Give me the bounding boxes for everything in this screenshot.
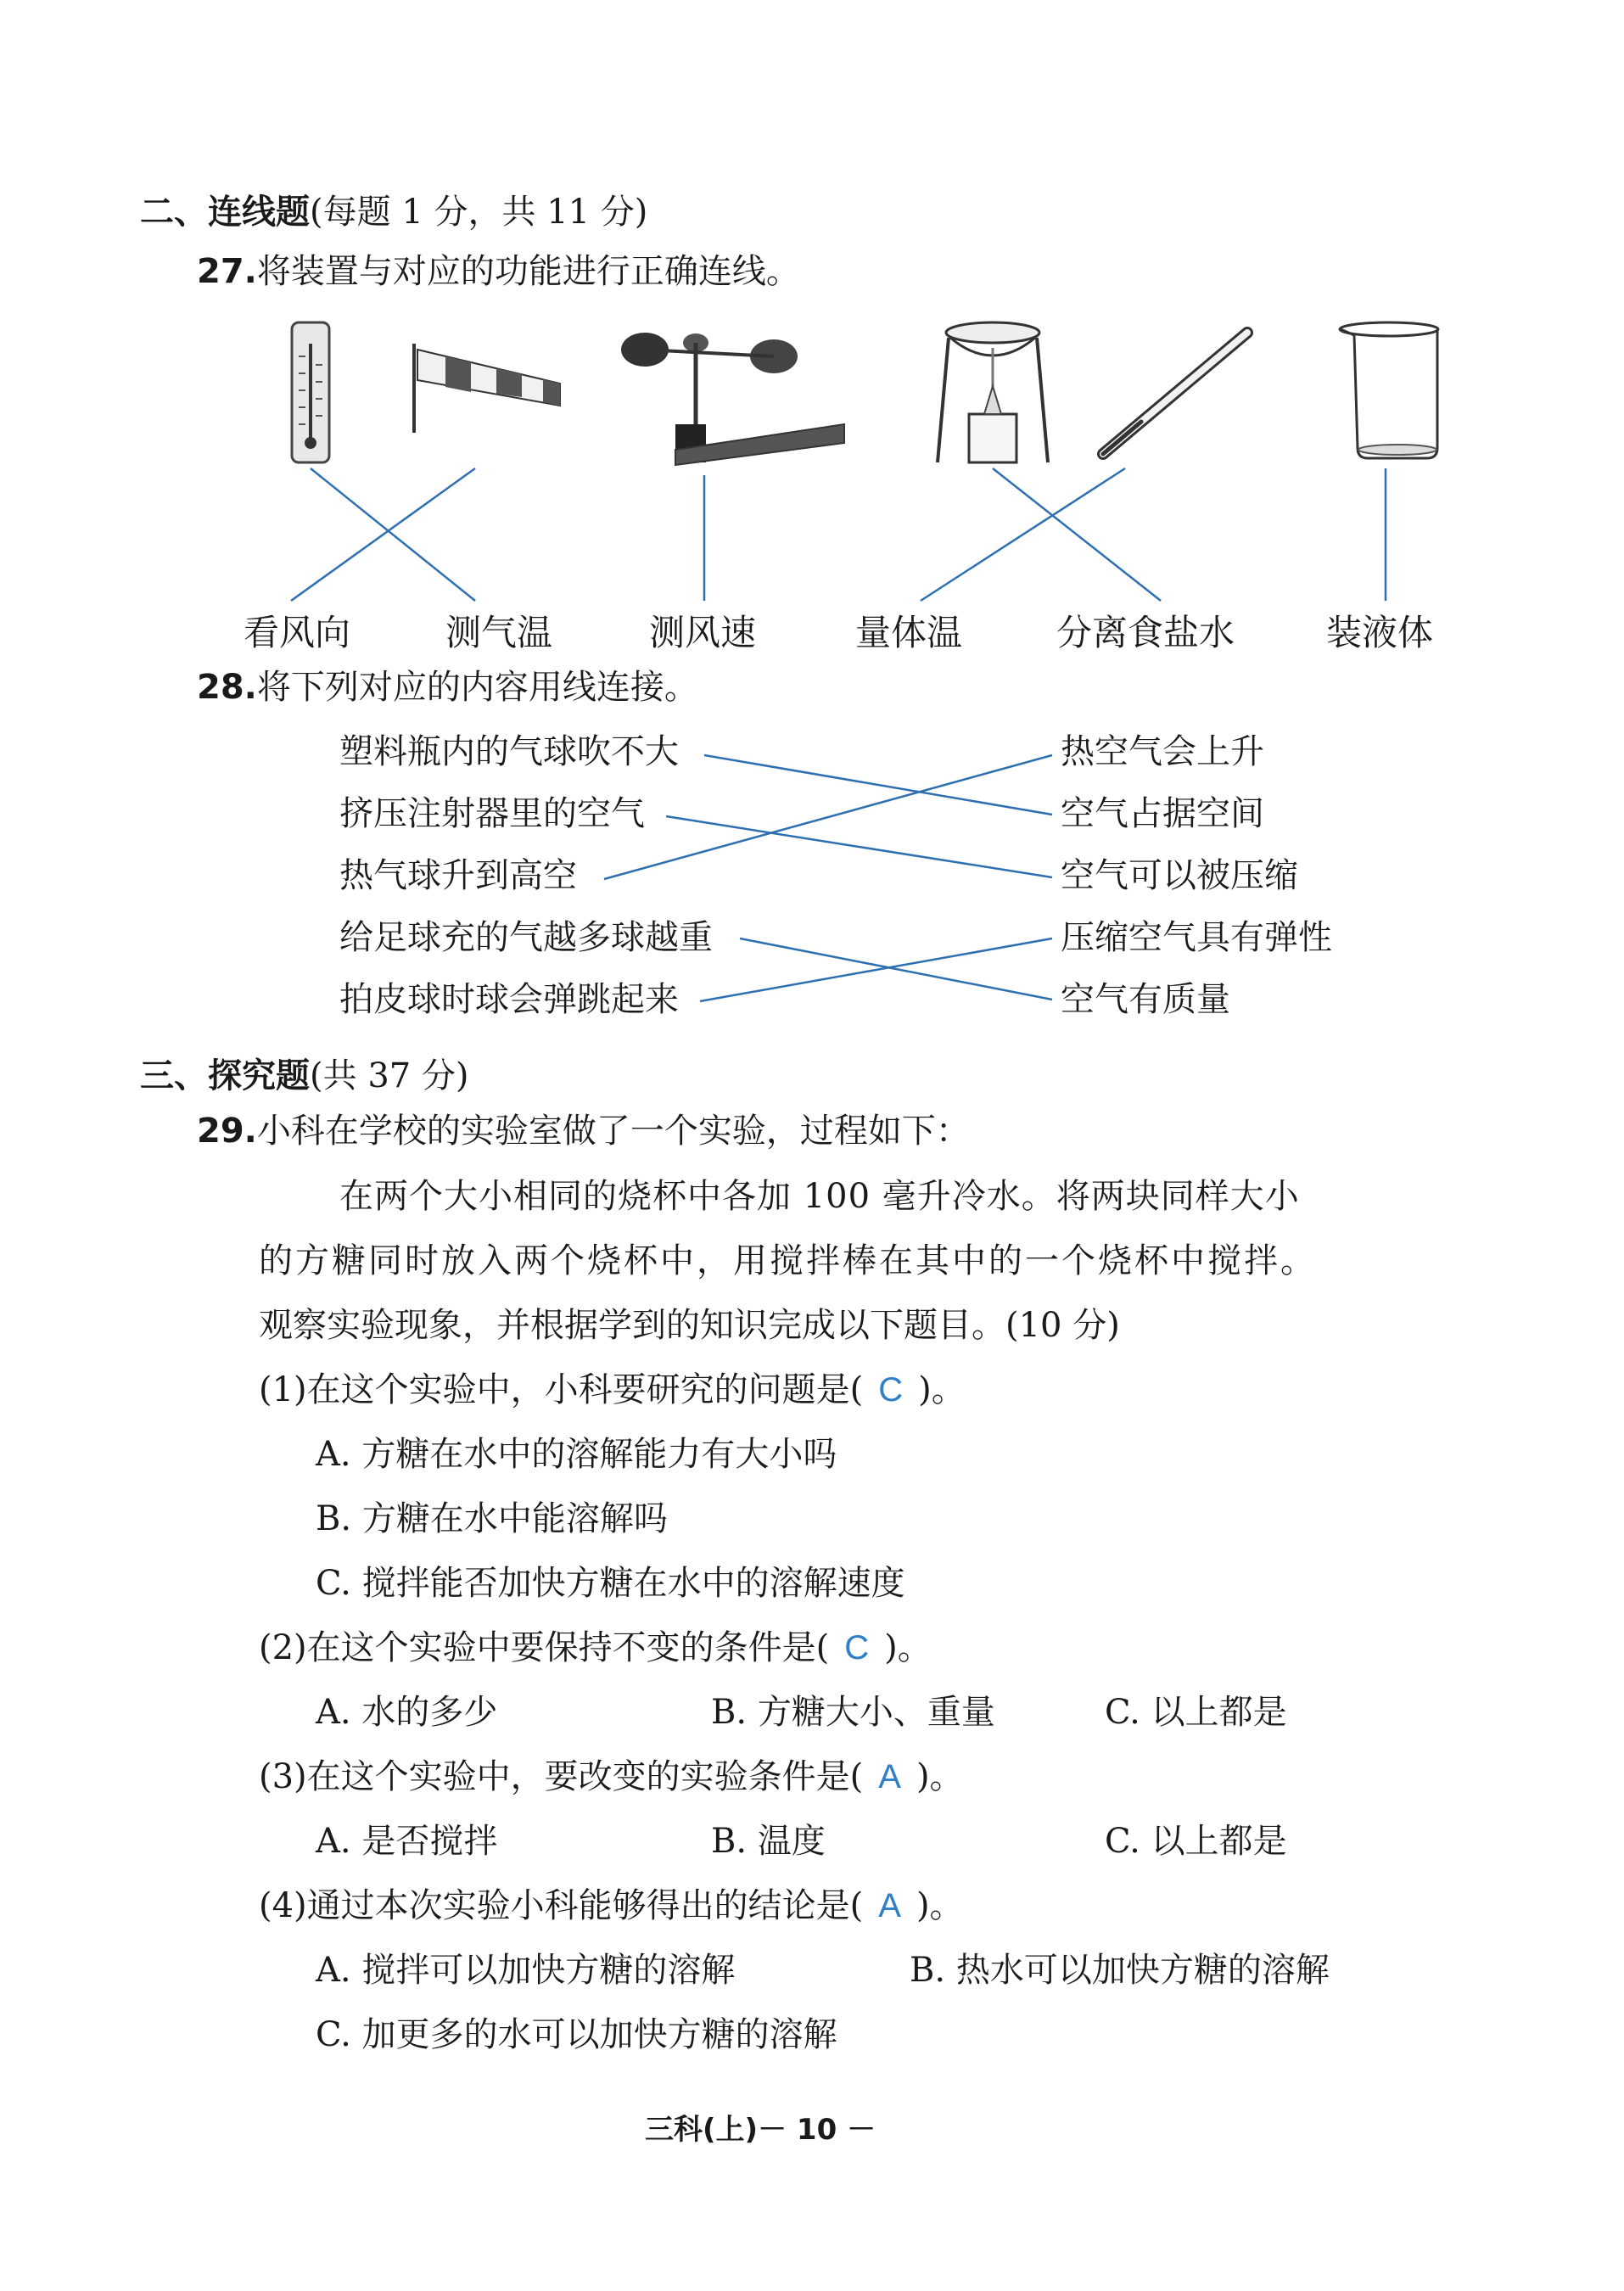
q29-sub4-stem-end: )。	[916, 1886, 964, 1925]
q27-number: 27.	[197, 252, 257, 291]
q28-number: 28.	[197, 668, 257, 707]
section-3-score: (共 37 分)	[310, 1056, 469, 1095]
q28-left-0: 塑料瓶内的气球吹不大	[339, 732, 679, 771]
section-2-score: (每题 1 分，共 11 分)	[310, 193, 648, 232]
q28-right-3: 压缩空气具有弹性	[1061, 918, 1332, 957]
q29-sub2-option-c: C. 以上都是	[1105, 1693, 1287, 1732]
q28-left-4: 拍皮球时球会弹跳起来	[339, 980, 679, 1019]
q28-left-1: 挤压注射器里的空气	[339, 794, 645, 833]
q29-sub2-stem-text: (2)在这个实验中要保持不变的条件是(	[259, 1628, 830, 1667]
q28-line-4-3	[700, 938, 1052, 1001]
q27-function-2: 测风速	[649, 612, 757, 653]
q28-right-4: 空气有质量	[1061, 980, 1230, 1019]
q27-function-3: 量体温	[855, 612, 963, 653]
q29-sub4-stem	[259, 1886, 964, 1925]
q28-text: 将下列对应的内容用线连接。	[256, 668, 698, 707]
q29-sub2-option-a: A. 水的多少	[316, 1693, 498, 1732]
section-2-title: 二、连线题	[140, 193, 310, 232]
q29-sub1-answer: C	[878, 1371, 904, 1409]
q29-paragraph-line-1: 在两个大小相同的烧杯中各加 100 毫升冷水。将两块同样大小	[339, 1177, 1300, 1216]
q28-left-3: 给足球充的气越多球越重	[339, 918, 713, 957]
q29-sub3-stem-end: )。	[916, 1757, 964, 1796]
q29-sub1-option-b: B. 方糖在水中能溶解吗	[316, 1499, 668, 1538]
q29-intro	[197, 1112, 970, 1151]
q29-sub1-stem-end: )。	[918, 1370, 966, 1409]
q27-text: 将装置与对应的功能进行正确连线。	[256, 252, 800, 291]
q29-sub1-stem	[259, 1370, 966, 1409]
section-3-title: 三、探究题	[140, 1056, 310, 1095]
q28-line-0-1	[704, 755, 1052, 815]
q28-left-2: 热气球升到高空	[339, 856, 577, 895]
q29-sub3-option-b: B. 温度	[711, 1822, 826, 1861]
q28-right-2: 空气可以被压缩	[1061, 856, 1298, 895]
q29-sub3-answer: A	[878, 1758, 901, 1795]
q29-sub3-stem-text: (3)在这个实验中，要改变的实验条件是(	[259, 1757, 864, 1796]
page-footer: 三科(上)－ 10 －	[645, 2113, 876, 2147]
q27-function-5: 装液体	[1326, 612, 1434, 653]
q29-sub2-stem-end: )。	[884, 1628, 932, 1667]
q29-sub3-option-a: A. 是否搅拌	[316, 1822, 498, 1861]
q29-sub4-option-a: A. 搅拌可以加快方糖的溶解	[316, 1951, 736, 1990]
q27-function-1: 测气温	[445, 612, 553, 653]
q29-sub4-answer: A	[878, 1887, 901, 1924]
q29-sub2-option-b: B. 方糖大小、重量	[711, 1693, 995, 1732]
q29-sub1-option-c: C. 搅拌能否加快方糖在水中的溶解速度	[316, 1564, 905, 1603]
section-3-heading	[140, 1049, 469, 1097]
q29-sub2-stem	[259, 1628, 932, 1667]
q28-right-1: 空气占据空间	[1061, 794, 1264, 833]
q29-sub1-stem-text: (1)在这个实验中，小科要研究的问题是(	[259, 1370, 864, 1409]
q29-intro-text: 小科在学校的实验室做了一个实验，过程如下：	[256, 1112, 970, 1151]
q28-right-0: 热空气会上升	[1061, 732, 1264, 771]
q27-function-4: 分离食盐水	[1056, 612, 1235, 653]
q29-number: 29.	[197, 1112, 257, 1151]
q29-paragraph-line-2: 的方糖同时放入两个烧杯中，用搅拌棒在其中的一个烧杯中搅拌。	[259, 1241, 1317, 1280]
q29-sub2-answer: C	[844, 1629, 870, 1666]
q29-sub4-option-b: B. 热水可以加快方糖的溶解	[910, 1951, 1330, 1990]
q29-sub1-option-a: A. 方糖在水中的溶解能力有大小吗	[316, 1435, 837, 1474]
q29-paragraph-line-3: 观察实验现象，并根据学到的知识完成以下题目。(10 分)	[259, 1306, 1120, 1345]
q29-sub3-option-c: C. 以上都是	[1105, 1822, 1287, 1861]
q29-sub4-stem-text: (4)通过本次实验小科能够得出的结论是(	[259, 1886, 864, 1925]
q29-sub3-stem	[259, 1757, 964, 1796]
q27-function-0: 看风向	[244, 612, 351, 653]
q29-sub4-option-c: C. 加更多的水可以加快方糖的溶解	[316, 2015, 837, 2054]
